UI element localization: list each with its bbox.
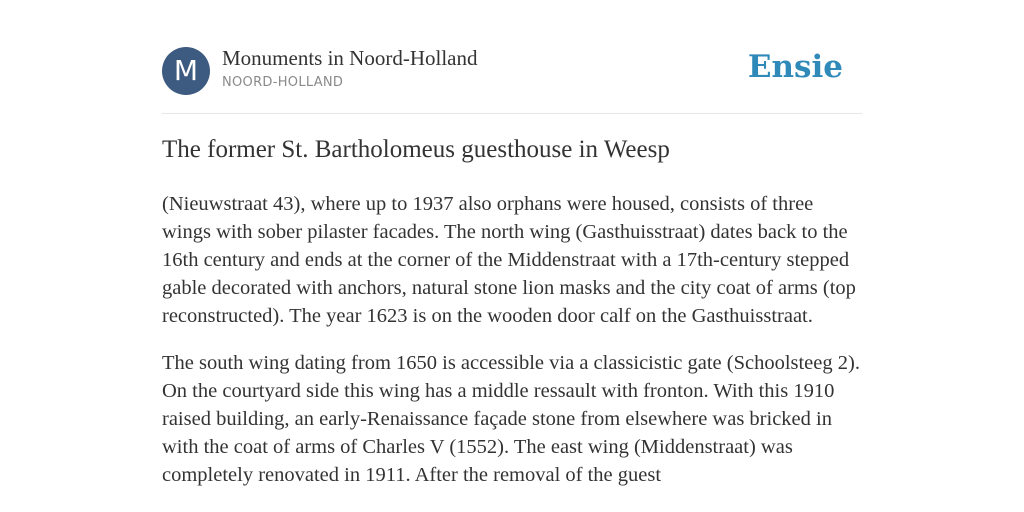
brand-logo[interactable]: Ensie	[747, 49, 843, 85]
article-body	[162, 190, 862, 508]
avatar[interactable]: M	[162, 47, 210, 95]
header	[162, 44, 862, 114]
article-paragraph-2: The south wing dating from 1650 is accessible via a classicistic gate (Schoolsteeg 2). On the courtyard side this wing has a middle ressault with fronton. With this 1910 raised building, an early-Renaissance façade stone from elsewhere was bricked in with the coat of arms of Charles V (1552). The east wing (Middenstraat) was completely renovated in 1911. After the removal of the guest	[162, 352, 860, 486]
category-title[interactable]: Monuments in Noord-Holland	[222, 46, 478, 70]
category-subtitle[interactable]: NOORD-HOLLAND	[222, 75, 344, 90]
article-paragraph-1: (Nieuwstraat 43), where up to 1937 also orphans were housed, consists of three wings with sober pilaster facades. The north wing (Gasthuisstraat) dates back to the 16th century and ends at the corner of the Middenstraat with a 17th-century stepped gable decorated with anchors, natural stone lion masks and the city coat of arms (top reconstructed). The year 1623 is on the wooden door calf on the Gasthuisstraat.	[162, 193, 856, 327]
article-title: The former St. Bartholomeus guesthouse in Weesp	[162, 136, 670, 163]
